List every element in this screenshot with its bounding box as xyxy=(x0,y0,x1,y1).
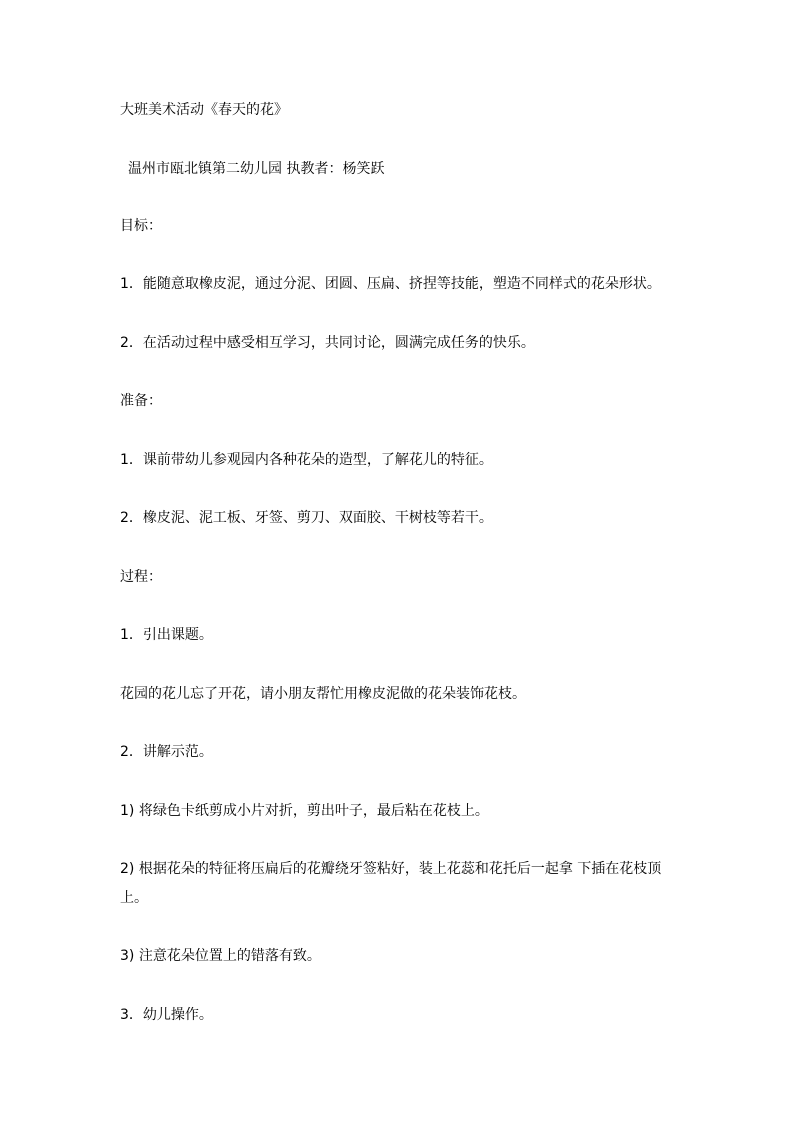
document-title: 大班美术活动《春天的花》 xyxy=(120,102,288,118)
goals-heading: 目标： xyxy=(120,218,162,234)
byline: 温州市瓯北镇第二幼儿园 执教者：杨笑跃 xyxy=(128,161,385,177)
goal-item-2: 2．在活动过程中感受相互学习，共同讨论，圆满完成任务的快乐。 xyxy=(120,335,535,351)
goal-item-1: 1．能随意取橡皮泥，通过分泥、团圆、压扁、挤捏等技能，塑造不同样式的花朵形状。 xyxy=(120,276,661,292)
step-2-substep-3: 3) 注意花朵位置上的错落有致。 xyxy=(120,948,321,964)
prep-item-2: 2．橡皮泥、泥工板、牙签、剪刀、双面胶、干树枝等若干。 xyxy=(120,510,493,526)
step-2-substep-1: 1) 将绿色卡纸剪成小片对折，剪出叶子，最后粘在花枝上。 xyxy=(120,803,489,819)
step-2-substep-2: 2) 根据花朵的特征将压扁后的花瓣绕牙签粘好，装上花蕊和花托后一起拿 下插在花枝顶上。 xyxy=(120,861,662,906)
process-heading: 过程： xyxy=(120,569,162,585)
prep-heading: 准备： xyxy=(120,393,162,409)
prep-item-1: 1．课前带幼儿参观园内各种花朵的造型，了解花儿的特征。 xyxy=(120,452,493,468)
step-2-heading: 2．讲解示范。 xyxy=(120,744,213,760)
step-3-heading: 3．幼儿操作。 xyxy=(120,1007,213,1023)
step-1-heading: 1．引出课题。 xyxy=(120,627,213,643)
step-1-text: 花园的花儿忘了开花，请小朋友帮忙用橡皮泥做的花朵装饰花枝。 xyxy=(120,686,526,702)
